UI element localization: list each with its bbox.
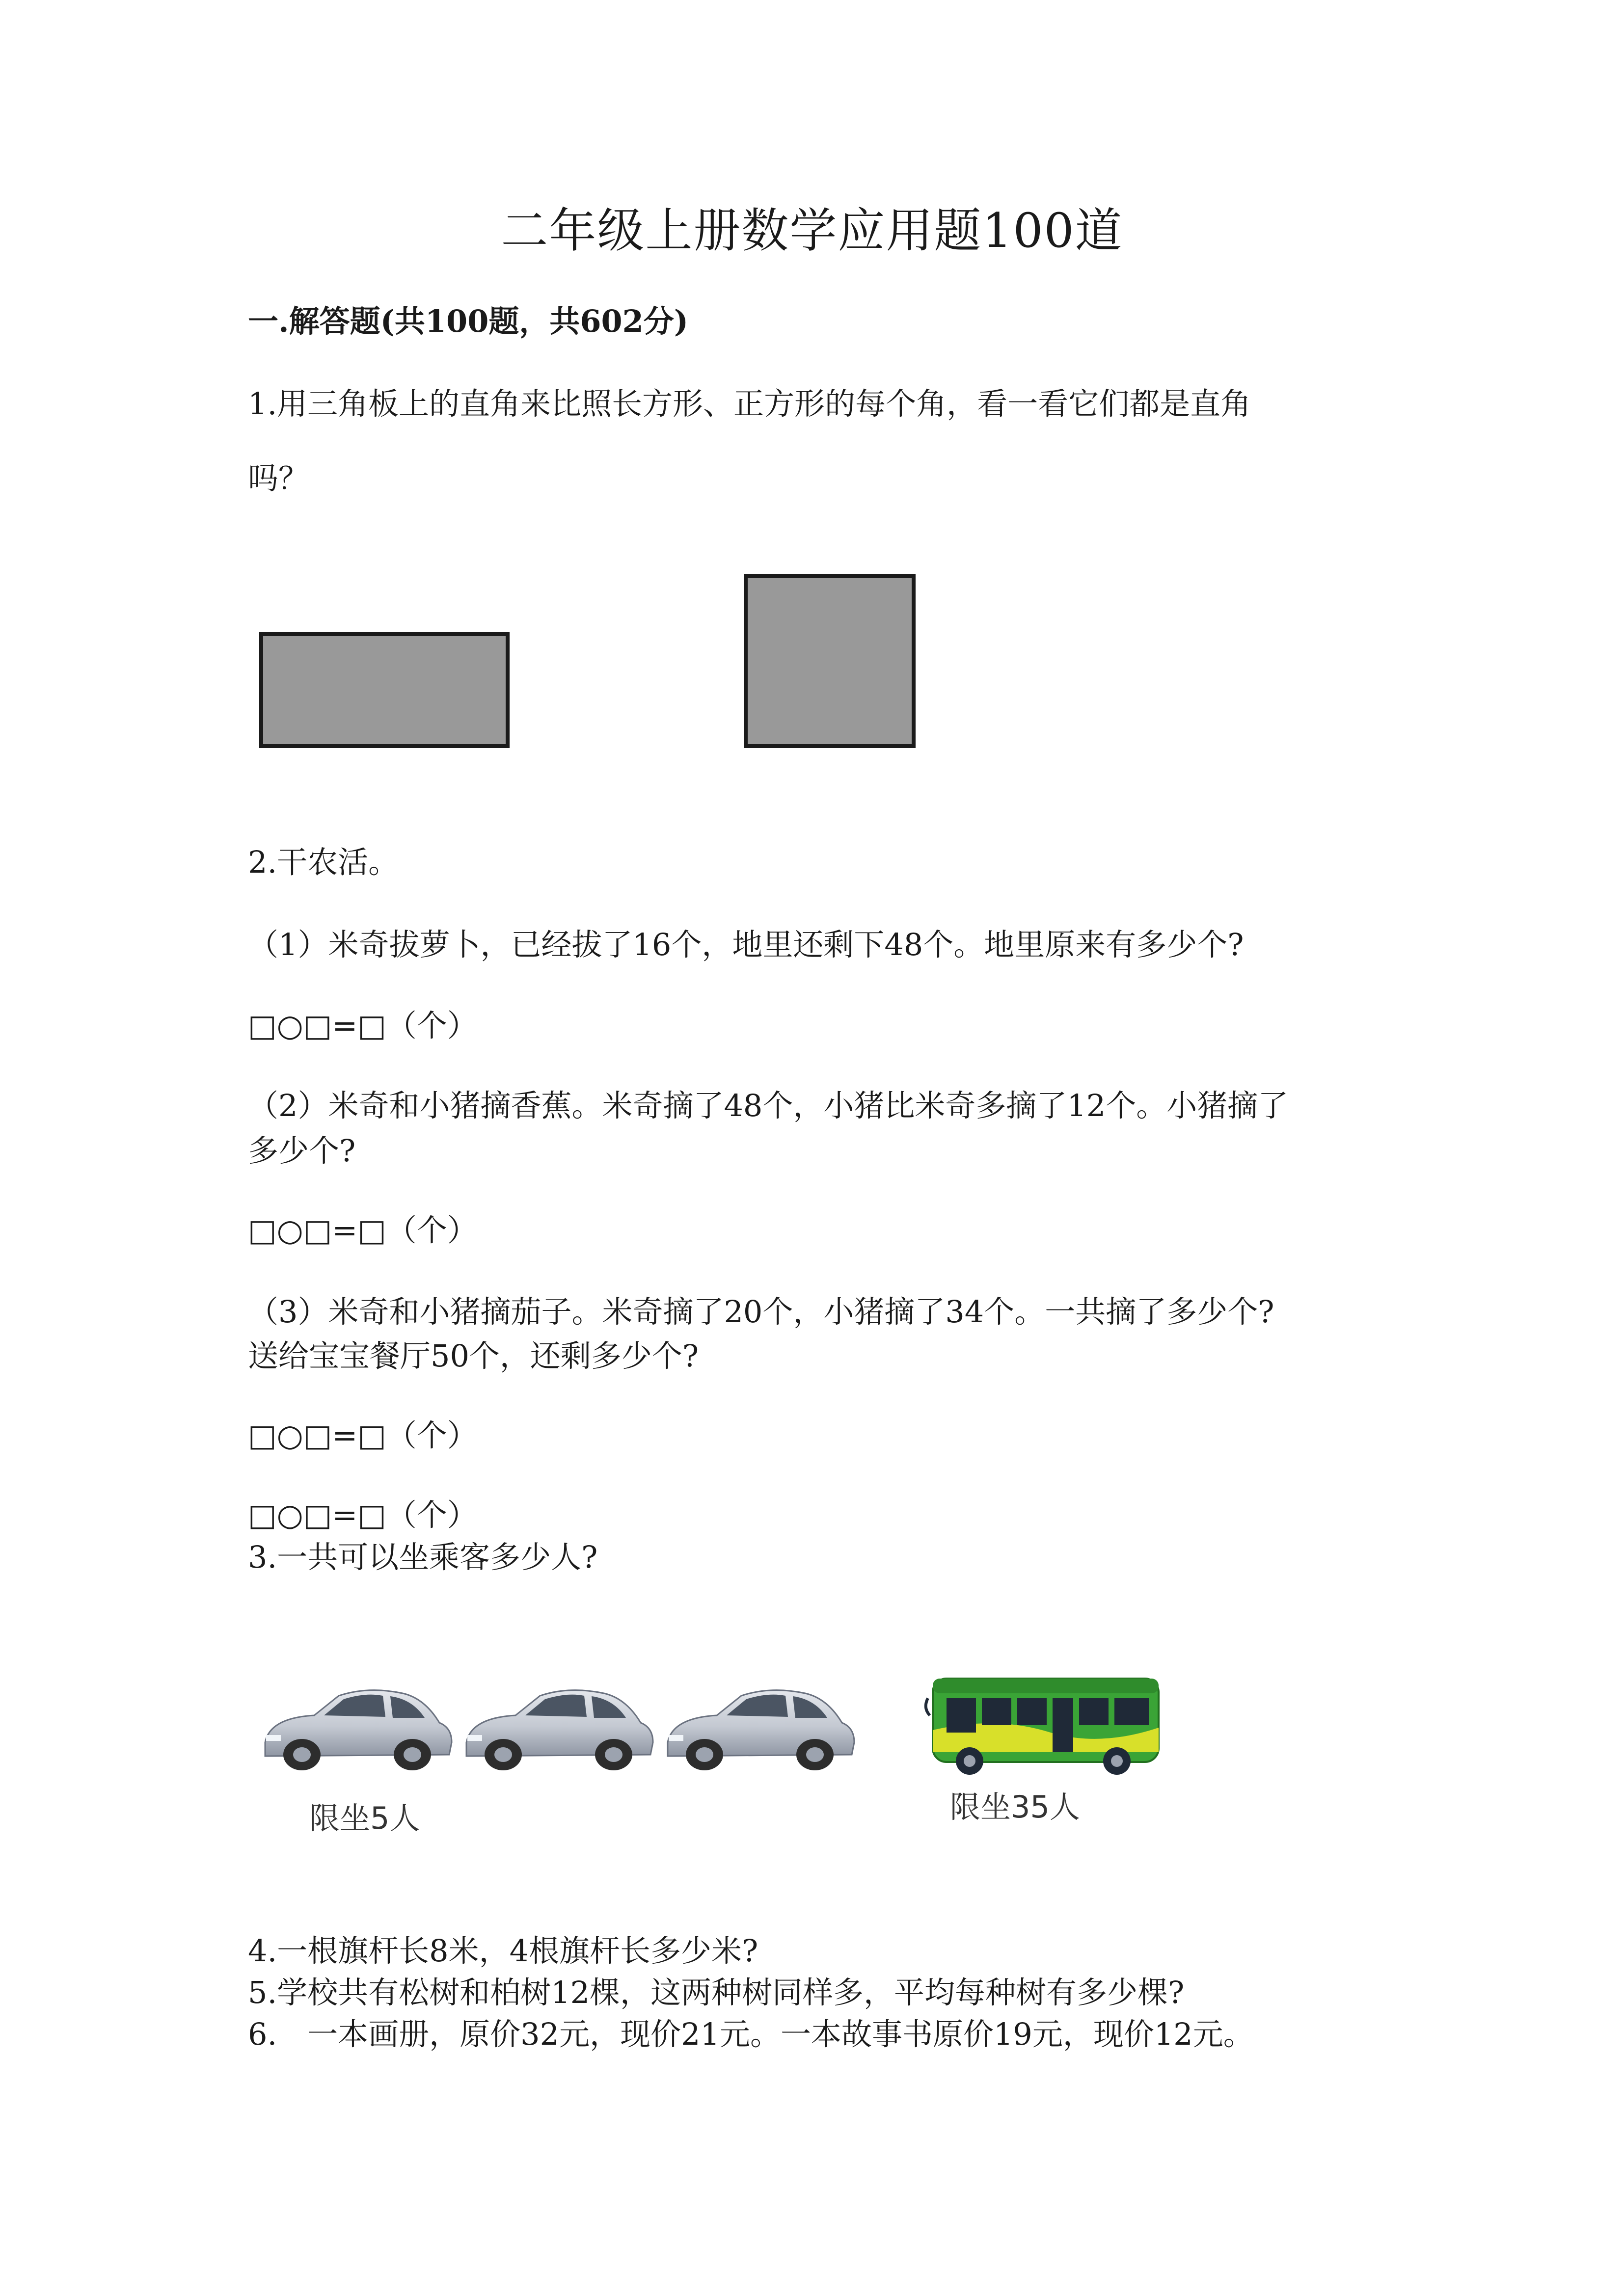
q4-text: 4.一根旗杆长8米，4根旗杆长多少米? xyxy=(248,1933,758,1969)
q6-text: 6. 一本画册，原价32元，现价21元。一本故事书原价19元，现价12元。 xyxy=(248,2016,1254,2052)
q2-part3-line2: 送给宝宝餐厅50个，还剩多少个? xyxy=(248,1338,699,1374)
q2-formula-2: □○□=□（个） xyxy=(248,1212,478,1248)
q1-line2: 吗？ xyxy=(248,460,309,496)
q2-formula-3a: □○□=□（个） xyxy=(248,1417,478,1453)
car-icon xyxy=(668,1690,854,1770)
car-icon xyxy=(466,1690,653,1770)
bus-capacity-label: 限坐35人 xyxy=(950,1789,1080,1825)
car-icon xyxy=(265,1690,452,1770)
q2-part3-line1: （3）米奇和小猪摘茄子。米奇摘了20个，小猪摘了34个。一共摘了多少个? xyxy=(248,1294,1274,1330)
q5-text: 5.学校共有松树和柏树12棵，这两种树同样多，平均每种树有多少棵? xyxy=(248,1975,1185,2010)
q2-formula-3b: □○□=□（个） xyxy=(248,1497,478,1533)
car-capacity-label: 限坐5人 xyxy=(309,1800,420,1836)
q2-title: 2.干农活。 xyxy=(248,844,399,880)
q2-part2-line1: （2）米奇和小猪摘香蕉。米奇摘了48个，小猪比米奇多摘了12个。小猪摘了 xyxy=(248,1088,1289,1123)
q2-formula-1: □○□=□（个） xyxy=(248,1008,478,1043)
q1-line1: 1.用三角板上的直角来比照长方形、正方形的每个角，看一看它们都是直角 xyxy=(248,386,1251,422)
q2-part1: （1）米奇拔萝卜，已经拔了16个，地里还剩下48个。地里原来有多少个? xyxy=(248,927,1244,962)
section-header: 一.解答题(共100题，共602分) xyxy=(248,303,689,339)
q3-text: 3.一共可以坐乘客多少人? xyxy=(248,1539,598,1575)
page-title: 二年级上册数学应用题100道 xyxy=(501,203,1123,258)
square-shape xyxy=(744,574,916,748)
cars-image xyxy=(255,1669,864,1787)
rectangle-shape xyxy=(259,632,510,748)
bus-icon xyxy=(923,1669,1168,1782)
q2-part2-line2: 多少个? xyxy=(248,1133,356,1169)
